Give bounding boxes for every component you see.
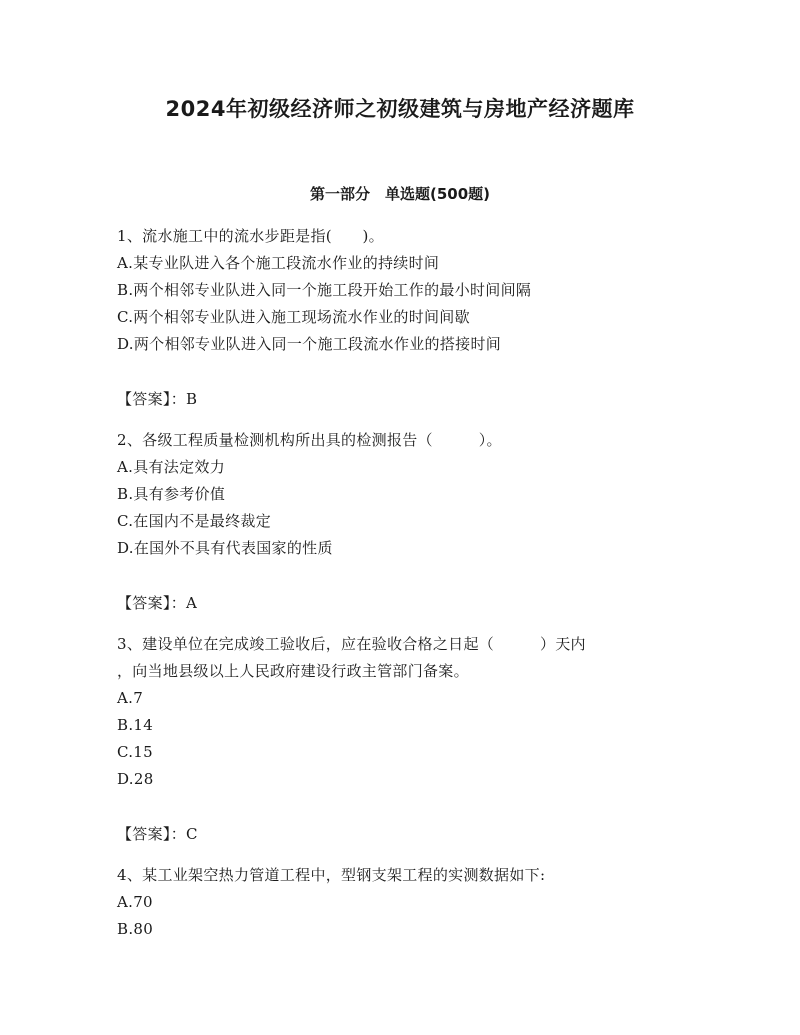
question-stem-continued: ，向当地县级以上人民政府建设行政主管部门备案。 <box>117 662 469 680</box>
option-b: B.两个相邻专业队进入同一个施工段开始工作的最小时间间隔 <box>117 281 532 299</box>
answer-label: 【答案】：A <box>117 594 198 612</box>
answer-label: 【答案】：C <box>117 825 198 843</box>
document-title: 2024年初级经济师之初级建筑与房地产经济题库 <box>165 97 635 121</box>
option-c: C.在国内不是最终裁定 <box>117 512 272 530</box>
option-d: D.两个相邻专业队进入同一个施工段流水作业的搭接时间 <box>117 335 502 353</box>
answer-label: 【答案】：B <box>117 390 198 408</box>
option-b: B.80 <box>117 920 154 938</box>
question-stem: 4、某工业架空热力管道工程中，型钢支架工程的实测数据如下: <box>117 866 546 884</box>
option-a: A.7 <box>117 689 144 707</box>
option-d: D.28 <box>117 770 154 788</box>
option-a: A.70 <box>117 893 153 911</box>
option-b: B.具有参考价值 <box>117 485 226 503</box>
option-c: C.两个相邻专业队进入施工现场流水作业的时间间歇 <box>117 308 470 326</box>
option-a: A.具有法定效力 <box>117 458 226 476</box>
option-a: A.某专业队进入各个施工段流水作业的持续时间 <box>117 254 440 272</box>
option-b: B.14 <box>117 716 154 734</box>
question-stem: 2、各级工程质量检测机构所出具的检测报告（ ）。 <box>117 431 502 449</box>
option-c: C.15 <box>117 743 153 761</box>
question-stem: 3、建设单位在完成竣工验收后，应在验收合格之日起（ ）天内 <box>117 635 586 653</box>
option-d: D.在国外不具有代表国家的性质 <box>117 539 333 557</box>
section-heading: 第一部分 单选题(500题) <box>309 185 491 203</box>
question-stem: 1、流水施工中的流水步距是指( )。 <box>117 227 384 245</box>
